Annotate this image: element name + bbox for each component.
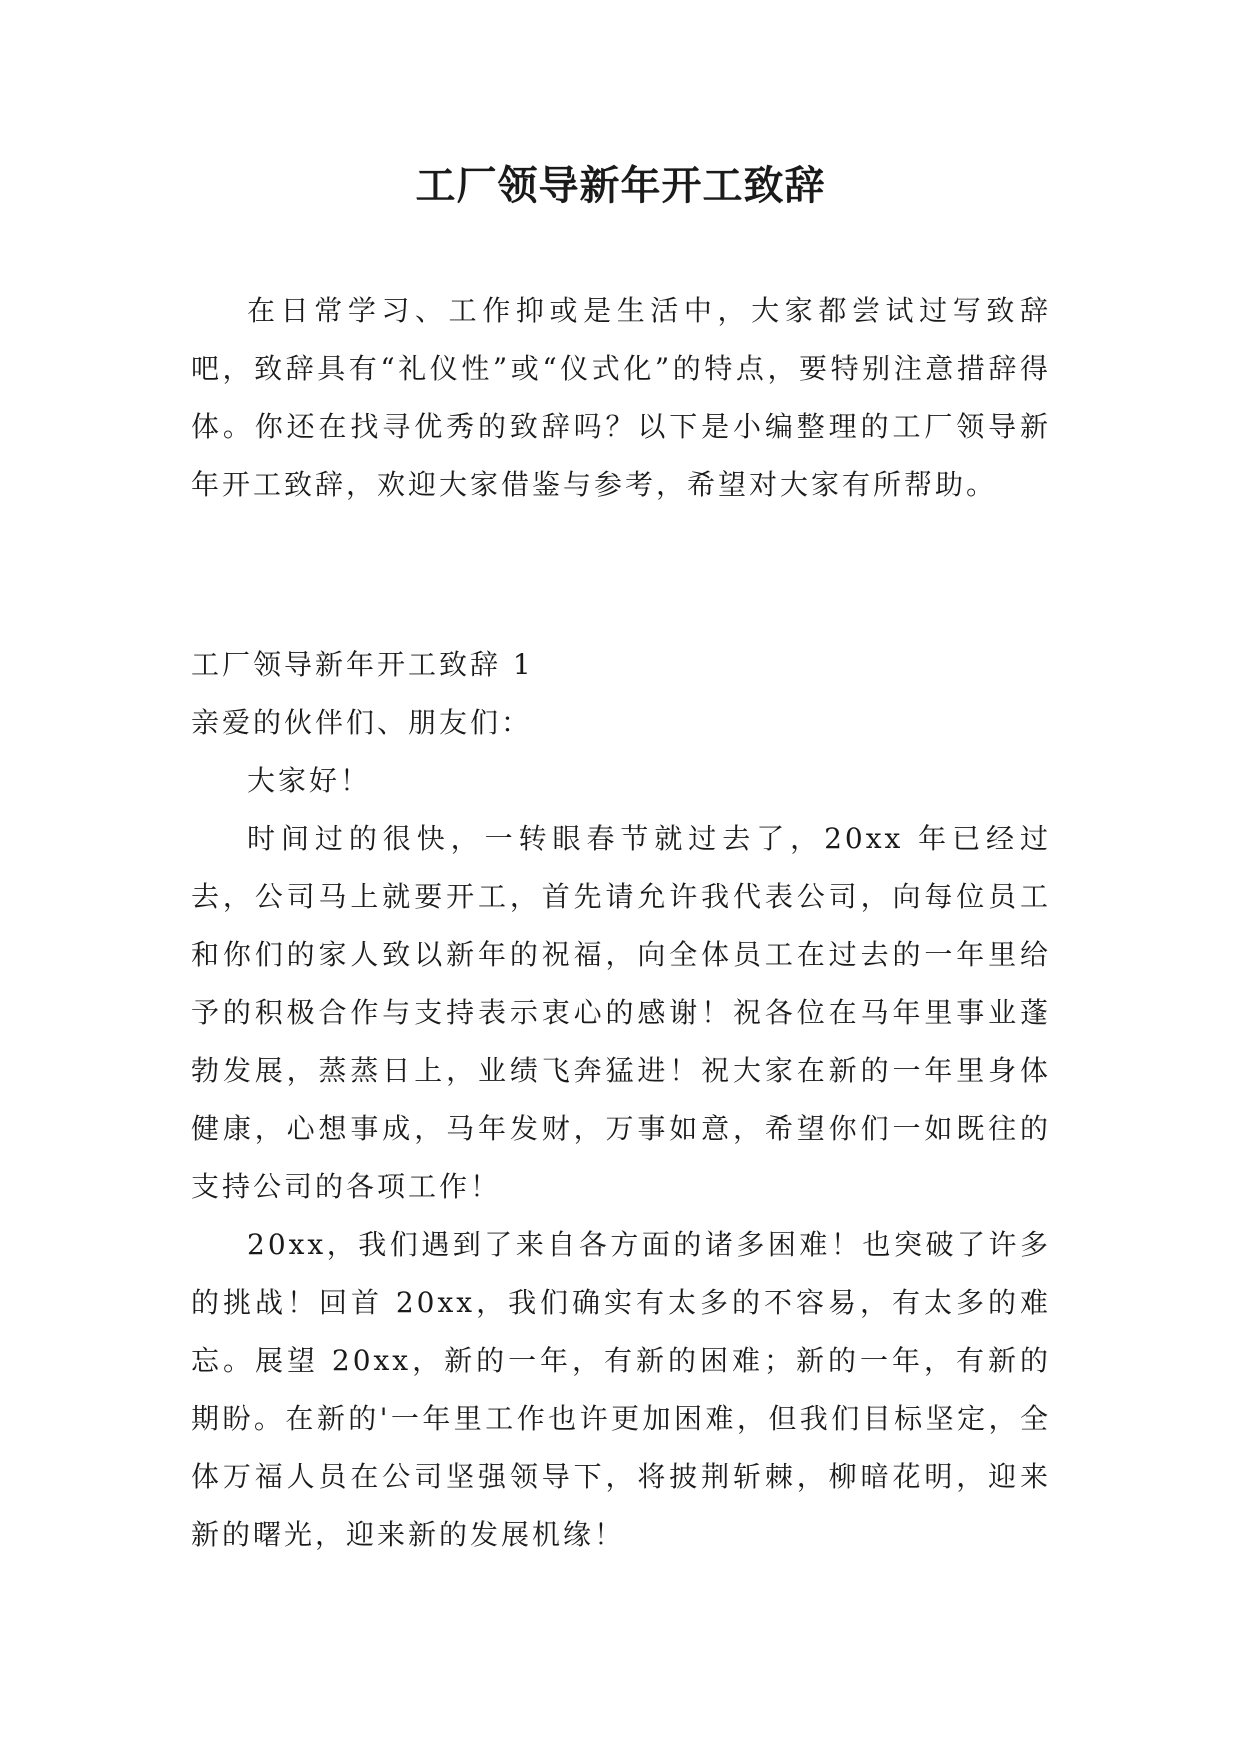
speech-body — [191, 636, 1051, 1564]
greeting: 大家好！ — [247, 764, 372, 797]
intro-paragraph: 在日常学习、工作抑或是生活中，大家都尝试过写致辞吧，致辞具有“礼仪性”或“仪式化”的特点，要特别注意措辞得体。你还在找寻优秀的致辞吗？以下是小编整理的工厂领导新年开工致辞，欢迎大家借鉴与参考，希望对大家有所帮助。 — [191, 294, 1051, 501]
body-paragraph: 时间过的很快，一转眼春节就过去了，20xx 年已经过去，公司马上就要开工，首先请允许我代表公司，向每位员工和你们的家人致以新年的祝福，向全体员工在过去的一年里给予的积极合作与支持表示衷心的感谢！祝各位在马年里事业蓬勃发展，蒸蒸日上，业绩飞奔猛进！祝大家在新的一年里身体健康，心想事成，马年发财，万事如意，希望你们一如既往的支持公司的各项工作！ — [191, 822, 1051, 1203]
section-heading: 工厂领导新年开工致辞 1 — [191, 648, 534, 681]
salutation: 亲爱的伙伴们、朋友们： — [191, 706, 533, 739]
intro-block — [191, 282, 1051, 514]
body-paragraph: 20xx，我们遇到了来自各方面的诸多困难！也突破了许多的挑战！回首 20xx，我们确实有太多的不容易，有太多的难忘。展望 20xx，新的一年，有新的困难；新的一年，有新的期盼。在新的'一年里工作也许更加困难，但我们目标坚定，全体万福人员在公司坚强领导下，将披荆斩棘，柳暗花明，迎来新的曙光，迎来新的发展机缘！ — [191, 1228, 1051, 1551]
document-title: 工厂领导新年开工致辞 — [415, 163, 826, 209]
